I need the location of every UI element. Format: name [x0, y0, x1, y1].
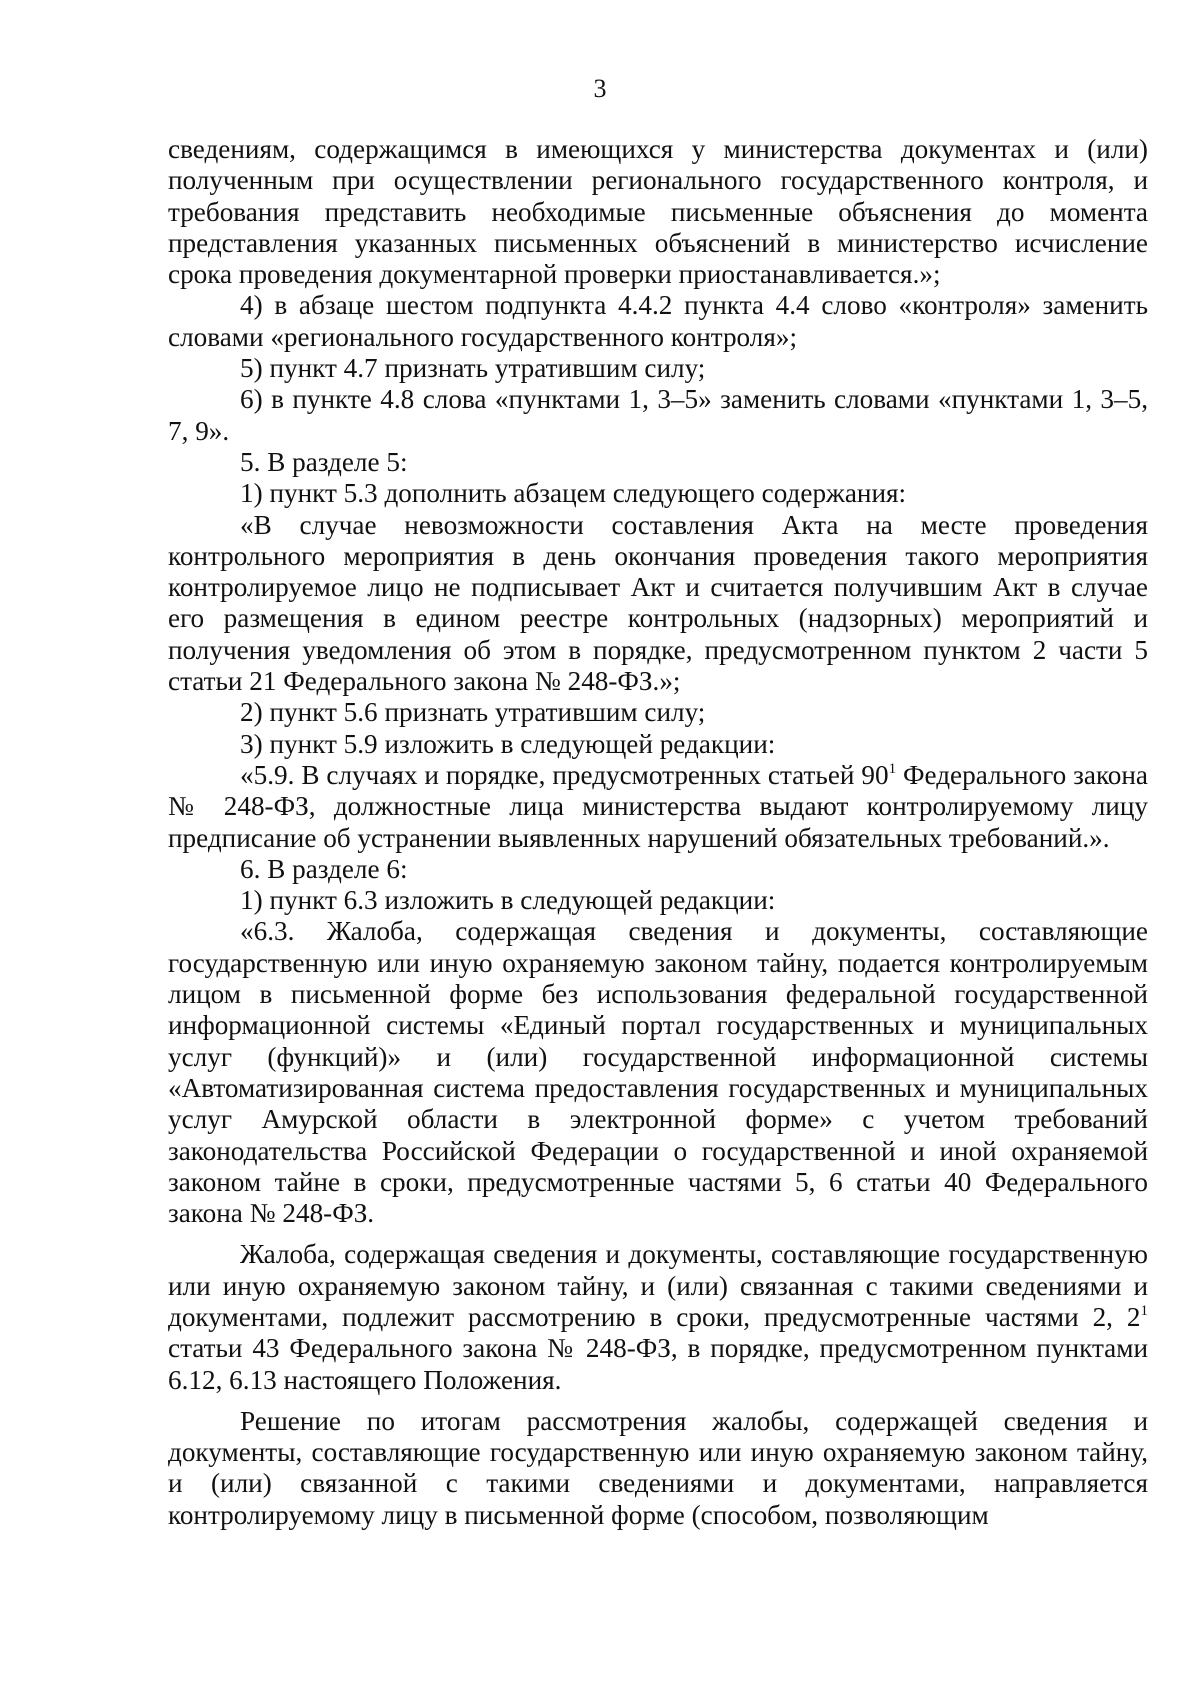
paragraph-text: «5.9. В случаях и порядке, предусмотренных статьей 90: [240, 759, 889, 790]
superscript: 1: [1140, 1302, 1148, 1319]
paragraph: 1) пункт 5.3 дополнить абзацем следующего содержания:: [240, 478, 907, 509]
paragraph: 4) в абзаце шестом подпункта 4.4.2 пункта 4.4 слово «контроля» заменить словами «регионального государственного контроля»;: [168, 290, 1148, 352]
paragraph-text: статьи 43 Федерального закона № 248-ФЗ, в порядке, предусмотренном пунктами 6.12, 6.13 настоящего Положения.: [168, 1333, 1148, 1395]
paragraph: 5) пункт 4.7 признать утратившим силу;: [240, 353, 706, 384]
paragraph: «6.3. Жалоба, содержащая сведения и документы, составляющие государственную или иную охраняемую законом тайну, подается контролируемым лицом в письменной форме без использования федеральной государственной информационной системы «Единый портал государственных и муниципальных услуг (функций)» и (или) государственной информационной системы «Автоматизированная система предоставления государственных и муниципальных услуг Амурской области в электронной форме» с учетом требований законодательства Российской Федерации о государственной и иной охраняемой законом тайне в сроки, предусмотренные частями 5, 6 статьи 40 Федерального закона № 248-ФЗ.: [168, 916, 1148, 1229]
paragraph-text: Жалоба, содержащая сведения и документы, составляющие государственную или иную охраняемую законом тайну, и (или) связанная с такими сведениями и документами, подлежит рассмотрению в сроки, предусмотренные частями 2, 2: [168, 1239, 1148, 1332]
paragraph: 1) пункт 6.3 изложить в следующей редакции:: [240, 885, 776, 916]
paragraph-text: Федерального закона № 248-ФЗ, должностные лица министерства выдают контролируемому лицу предписание об устранении выявленных нарушений обязательных требований.».: [168, 759, 1148, 853]
document-text: [168, 134, 1148, 1531]
paragraph: 5. В разделе 5:: [240, 446, 408, 477]
paragraph: «В случае невозможности составления Акта на месте проведения контрольного мероприятия в день окончания проведения такого мероприятия контролируемое лицо не подписывает Акт и считается получившим Акт в случае его размещения в едином реестре контрольных (надзорных) мероприятий и получения уведомления об этом в порядке, предусмотренном пунктом 2 части 5 статьи 21 Федерального закона № 248-ФЗ.»;: [168, 509, 1148, 697]
paragraph: 2) пункт 5.6 признать утратившим силу;: [240, 697, 706, 728]
paragraph: 6) в пункте 4.8 слова «пунктами 1, 3–5» заменить словами «пунктами 1, 3–5, 7, 9».: [168, 384, 1148, 446]
paragraph: [168, 1239, 1148, 1395]
paragraph: сведениям, содержащимся в имеющихся у министерства документах и (или) полученным при осуществлении регионального государственного контроля, и требования представить необходимые письменные объяснения до момента представления указанных письменных объяснений в министерство исчисление срока проведения документарной проверки приостанавливается.»;: [168, 134, 1148, 290]
paragraph: [168, 760, 1148, 854]
paragraph: 3) пункт 5.9 изложить в следующей редакции:: [240, 728, 776, 759]
paragraph: 6. В разделе 6:: [240, 853, 408, 884]
paragraph: Решение по итогам рассмотрения жалобы, содержащей сведения и документы, составляющие государственную или иную охраняемую законом тайну, и (или) связанной с такими сведениями и документами, направляется контролируемому лицу в письменной форме (способом, позволяющим: [168, 1405, 1148, 1530]
page-number: 3: [593, 74, 607, 103]
superscript: 1: [888, 760, 897, 777]
